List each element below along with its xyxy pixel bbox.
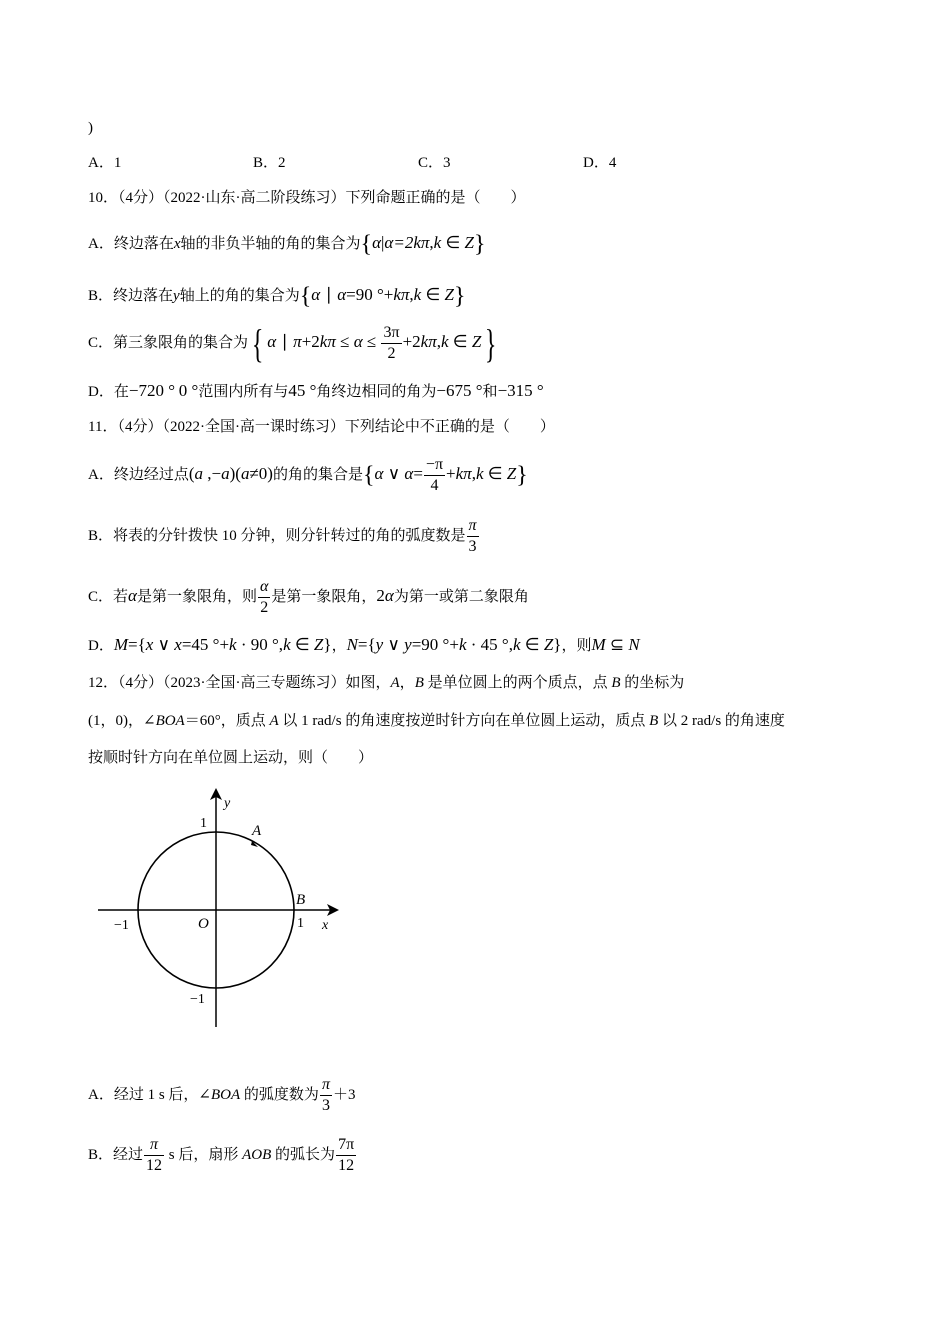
q12-stem: 12．（4分）（2023·全国·高三专题练习）如图，A，B 是单位圆上的两个质点，点 B 的坐标为 — [88, 675, 685, 691]
label-origin: O — [198, 916, 209, 932]
fraction-pi-over-12: $\frac{\pi}{12}$ — [146, 1136, 163, 1175]
q10-option-c[interactable]: C．第三象限角的集合为{ α ∣ π+2kπ ≤ α ≤ $\frac{3\pi}{2}$ +2kπ,k ∈ Z} — [88, 320, 497, 366]
q9-closing-paren: ) — [88, 120, 93, 136]
y-var: y — [173, 288, 180, 304]
tick-neg1-bottom: −1 — [190, 992, 205, 1007]
q11-option-d[interactable]: D．M={x ∨ x=45 °+k · 90 °,k ∈ Z}，N={y ∨ y=90 °+k · 45 °,k ∈ Z}，则M ⊆ N — [88, 635, 640, 654]
label-point-b: B — [296, 892, 306, 908]
q10-option-d[interactable]: D．在−720 ° 0 °范围内所有与45 °角终边相同的角为−675 °和−315 ° — [88, 381, 544, 400]
tick-1-right: 1 — [297, 916, 304, 931]
label-y: y — [224, 796, 231, 811]
q9-option-c[interactable]: C．3 — [418, 155, 451, 171]
q9-options — [88, 153, 788, 173]
q9-option-b[interactable]: B．2 — [253, 155, 286, 171]
x-var: x — [173, 236, 181, 252]
q11-stem: 11．（4分）（2022·全国·高一课时练习）下列结论中不正确的是（ ） — [88, 419, 555, 435]
tick-1-top: 1 — [200, 816, 207, 831]
q9-option-a[interactable]: A．1 — [88, 155, 122, 171]
tick-neg1-left: −1 — [114, 918, 129, 933]
q12-stem-line2: (1，0)，∠BOA＝60°，质点 A 以 1 rad/s 的角速度按逆时针方向在单位圆上运动，质点 B 以 2 rad/s 的角速度 — [88, 713, 785, 729]
q12-option-b[interactable]: B．经过 $\frac{\pi}{12}$ s 后，扇形 AOB 的弧长为 $\frac{7\pi}{12}$ — [88, 1136, 355, 1175]
fraction-7pi-over-12: $\frac{7\pi}{12}$ — [338, 1136, 355, 1175]
q11-option-b[interactable]: B．将表的分针拨快 10 分钟，则分针转过的角的弧度数是 $\frac{\pi}{3}$ — [88, 517, 477, 556]
q10-option-b[interactable]: B．终边落在y轴上的角的集合为{α ∣ α=90 °+kπ,k ∈ Z} — [88, 283, 466, 310]
fraction-pi-over-3: $\frac{\pi}{3}$ — [468, 517, 477, 556]
q9-option-d[interactable]: D．4 — [583, 155, 617, 171]
fraction-alpha-over-2: $\frac{\alpha}{2}$ — [259, 578, 269, 617]
fraction-pi-over-3: $\frac{\pi}{3}$ — [321, 1076, 330, 1115]
q10-option-a[interactable]: A．终边落在x轴的非负半轴的角的集合为{α|α=2kπ,k ∈ Z} — [88, 231, 486, 258]
q12-stem-line3: 按顺时针方向在单位圆上运动，则（ ） — [88, 750, 374, 766]
label-point-a: A — [252, 823, 262, 839]
q11-option-c[interactable]: C．若α是第一象限角，则 $\frac{\alpha}{2}$ 是第一象限角，2α为第一或第二象限角 — [88, 578, 529, 617]
fraction-3pi-over-2: $\frac{3\pi}{2}$ — [383, 324, 400, 363]
label-x: x — [322, 918, 329, 933]
fraction-neg-pi-over-4: $\frac{-\pi}{4}$ — [425, 456, 444, 495]
unit-circle-figure — [90, 785, 350, 1035]
q12-option-a[interactable]: A．经过 1 s 后，∠BOA 的弧度数为 $\frac{\pi}{3}$ ＋3 — [88, 1076, 356, 1115]
q11-option-a[interactable]: A．终边经过点(a ,−a)(a≠0)的角的集合是{α ∨ α= $\frac{-\pi}{4}$ +kπ,k ∈ Z} — [88, 456, 528, 495]
q10-stem: 10．（4分）（2022·山东·高二阶段练习）下列命题正确的是（ ） — [88, 190, 526, 206]
